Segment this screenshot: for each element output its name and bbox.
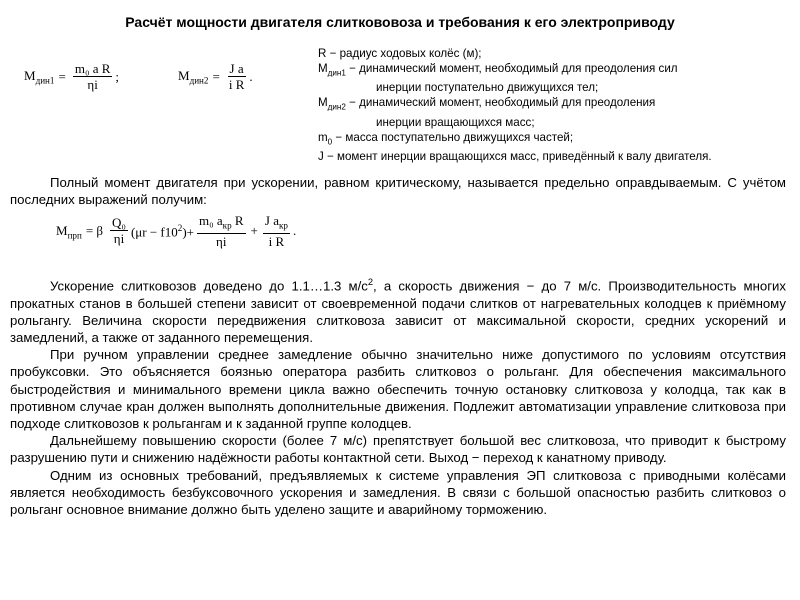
formula2-lhs: $M_{дин2}$: [178, 68, 209, 86]
formula1-lhs: $M_{дин1}$: [24, 68, 55, 86]
formula1-denominator: ηi: [87, 77, 98, 92]
page-title: Расчёт мощности двигателя слиткововоза и требования к его электроприводу: [125, 14, 675, 30]
formula3-paren: $(\mu r - f10^2)+$: [130, 222, 194, 239]
formula3-fraction-1: [110, 216, 128, 246]
paragraph-manual-control: При ручном управлении среднее замедление обычно значительно ниже допустимого по условиям отсутствия пробуксовки. Это объясняется боязнью оператора разбить слитковоз о рольганг. Для обеспечения максимального быстродействия и минимального времени цикла важно обеспечить точную остановку слитковоза у колодца, так как в противном случае кран должен выполнять дополнительные движения. Подлежит автоматизации управление слитковоза при подходе слитковозов к рольгангам и к заданной группе колодцев.: [10, 347, 786, 432]
definition-r: R − радиус ходовых колёс (м);: [318, 47, 482, 60]
formula2-eq: =: [212, 69, 220, 84]
formula3-frac3-denominator: i R: [268, 233, 285, 249]
formula3-frac1-numerator: Q₀: [112, 215, 126, 231]
formula3-lhs: $M_{прп}$: [56, 222, 82, 241]
formula3-fraction-3: [263, 214, 290, 249]
body-text: [10, 274, 786, 518]
definition-m0: $m_0$ − масса поступательно движущихся частей;: [318, 130, 574, 146]
formula3-tail: .: [292, 223, 297, 239]
formula-dynamic-moment-1: [24, 62, 119, 92]
formula2-tail: .: [249, 69, 253, 84]
paragraph-speed-limit: Дальнейшему повышению скорости (более 7 м/с) препятствует большой вес слитковоза, что приводит к быстрому разрушению пути и снижению надёжности работы контактной сети. Выход − переход к канатному приводу.: [10, 433, 786, 466]
definition-mdin2-cont: инерции вращающихся масс;: [376, 115, 535, 129]
formula2-numerator: J a: [229, 61, 244, 76]
formula3-frac1-denominator: ηi: [113, 231, 125, 247]
definition-j: J − момент инерции вращающихся масс, приведённый к валу двигателя.: [318, 149, 712, 163]
formula2-denominator: i R: [228, 77, 245, 92]
paragraph-acceleration: Ускорение слитковозов доведено до 1.1…1.3 $м/с^2$, а скорость движения − до 7 м/с. Производительность многих прокатных станов в большей степени зависит от своевременной подачи слитков от нагревательных колодцев к приёмному рольгангу. Величина скорости передвижения слитковоза зависит от максимальной скорости, средних ускорений и замедлений, а также от заданного перемещения.: [10, 277, 787, 345]
formula3-frac2-numerator: m₀ $a_{кр}$ R: [197, 214, 246, 234]
formula3-frac2-denominator: ηi: [216, 233, 227, 249]
formula1-tail: ;: [115, 69, 120, 84]
formula1-fraction: [73, 62, 113, 92]
formula3-plus: +: [250, 223, 258, 239]
formula3-frac3-numerator: J $a_{кр}$: [263, 214, 290, 234]
formula1-eq: =: [58, 69, 66, 84]
definition-mdin1-cont: инерции поступательно движущихся тел;: [376, 81, 599, 95]
formula3-eq: = β: [85, 223, 104, 239]
variable-definitions: [318, 46, 788, 164]
formula2-fraction: [227, 62, 247, 92]
definition-mdin2: $M_{дин2}$ − динамический момент, необходимый для преодоления: [318, 96, 656, 112]
definition-mdin1: $M_{дин1}$ − динамический момент, необходимый для преодоления сил: [318, 62, 678, 78]
paragraph-1-text: Полный момент двигателя при ускорении, равном критическому, называется предельно оправдываемым. С учётом последних выражений получим:: [10, 175, 786, 208]
formula1-numerator: m₀ a R: [74, 61, 111, 76]
formula3-fraction-2: [197, 214, 246, 249]
formula-limit-moment: [56, 214, 296, 249]
paragraph-full-moment: [10, 174, 786, 208]
paragraph-requirements: Одним из основных требований, предъявляемых к системе управления ЭП слитковоза с приводными колёсами является необходимость безбуксовочного ускорения и замедления. В связи с большой опасностью разбить слитковоз о рольганг основное внимание должно быть уделено защите и аварийному торможению.: [10, 467, 786, 518]
formula-dynamic-moment-2: [178, 62, 253, 92]
